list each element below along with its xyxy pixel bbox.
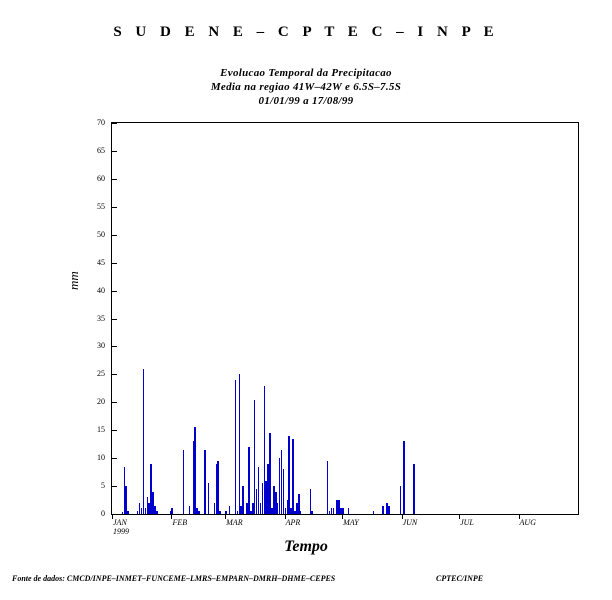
bar bbox=[242, 486, 244, 514]
bar bbox=[400, 486, 402, 514]
bar bbox=[229, 506, 231, 514]
x-axis-year-label: 1999 bbox=[113, 527, 129, 536]
x-tick-label: FEB bbox=[172, 518, 188, 527]
y-tick-mark bbox=[112, 319, 117, 320]
bar bbox=[283, 469, 285, 514]
bar bbox=[239, 374, 241, 514]
y-tick-label: 50 bbox=[97, 229, 105, 239]
y-tick-label: 40 bbox=[97, 285, 105, 295]
y-tick-label: 25 bbox=[97, 369, 105, 379]
bar bbox=[217, 461, 219, 514]
bar bbox=[348, 508, 350, 514]
y-tick-label: 30 bbox=[97, 341, 105, 351]
bar bbox=[288, 436, 290, 514]
bar bbox=[125, 486, 127, 514]
chart-title-line-1: Evolucao Temporal da Precipitacao bbox=[220, 67, 392, 79]
plot-area bbox=[112, 123, 578, 514]
y-tick-label: 15 bbox=[97, 425, 105, 435]
y-tick-mark bbox=[112, 402, 117, 403]
bar bbox=[127, 511, 129, 514]
y-tick-label: 0 bbox=[101, 509, 105, 518]
x-tick-label: MAY bbox=[343, 518, 359, 527]
bar bbox=[248, 447, 250, 514]
bar bbox=[194, 427, 196, 514]
y-tick-label: 70 bbox=[97, 118, 105, 127]
y-axis-title: mm bbox=[66, 271, 81, 290]
chart-title-line-3: 01/01/99 a 17/08/99 bbox=[258, 95, 354, 107]
bar bbox=[156, 511, 158, 514]
y-tick-mark bbox=[112, 263, 117, 264]
y-tick-mark bbox=[112, 291, 117, 292]
x-tick-label: AUG bbox=[519, 518, 536, 527]
chart-title-block bbox=[0, 66, 612, 108]
bar bbox=[204, 450, 206, 514]
y-tick-mark bbox=[112, 430, 117, 431]
bar bbox=[373, 511, 375, 514]
bar bbox=[198, 511, 200, 514]
y-tick-mark bbox=[112, 207, 117, 208]
bar bbox=[143, 369, 145, 514]
y-tick-mark bbox=[112, 179, 117, 180]
y-tick-label: 60 bbox=[97, 173, 105, 183]
bar bbox=[388, 506, 390, 514]
bar bbox=[382, 506, 384, 514]
bar bbox=[189, 506, 191, 514]
y-tick-mark bbox=[112, 346, 117, 347]
y-tick-mark bbox=[112, 123, 117, 124]
bar bbox=[327, 461, 329, 514]
y-tick-mark bbox=[112, 458, 117, 459]
bar bbox=[208, 483, 210, 514]
x-tick-label: JAN bbox=[113, 518, 127, 527]
plot-frame bbox=[111, 122, 579, 515]
bar bbox=[219, 511, 221, 514]
bar bbox=[183, 450, 185, 514]
footer-source: Fonte de dados: CMCD/INPE–INMET–FUNCEME–LMRS–EMPARN–DMRH–DHME–CEPES bbox=[12, 574, 336, 583]
y-tick-label: 10 bbox=[97, 453, 105, 463]
bar bbox=[269, 433, 271, 514]
bar bbox=[333, 508, 335, 514]
footer-credit: CPTEC/INPE bbox=[436, 574, 484, 583]
bar bbox=[311, 511, 313, 514]
y-tick-mark bbox=[112, 374, 117, 375]
x-tick-label: APR bbox=[285, 518, 301, 527]
y-tick-label: 35 bbox=[97, 313, 105, 323]
page-title: S U D E N E – C P T E C – I N P E bbox=[113, 24, 499, 40]
y-tick-label: 45 bbox=[97, 257, 105, 267]
x-tick-label: JUN bbox=[402, 518, 418, 527]
y-tick-label: 20 bbox=[97, 397, 105, 407]
y-tick-mark bbox=[112, 235, 117, 236]
y-tick-mark bbox=[112, 486, 117, 487]
y-tick-label: 5 bbox=[101, 481, 105, 491]
bar bbox=[310, 489, 312, 514]
chart-title-line-2: Media na regiao 41W–42W e 6.5S–7.5S bbox=[210, 81, 402, 93]
bar bbox=[413, 464, 415, 514]
bar bbox=[300, 511, 302, 514]
x-tick-label: MAR bbox=[226, 518, 243, 527]
y-tick-label: 65 bbox=[97, 145, 105, 155]
y-tick-label: 55 bbox=[97, 201, 105, 211]
bar bbox=[292, 439, 294, 514]
bar bbox=[403, 441, 405, 514]
bar bbox=[235, 380, 237, 514]
y-tick-mark bbox=[112, 151, 117, 152]
x-tick-label: JUL bbox=[460, 518, 474, 527]
x-axis-title: Tempo bbox=[284, 538, 328, 555]
